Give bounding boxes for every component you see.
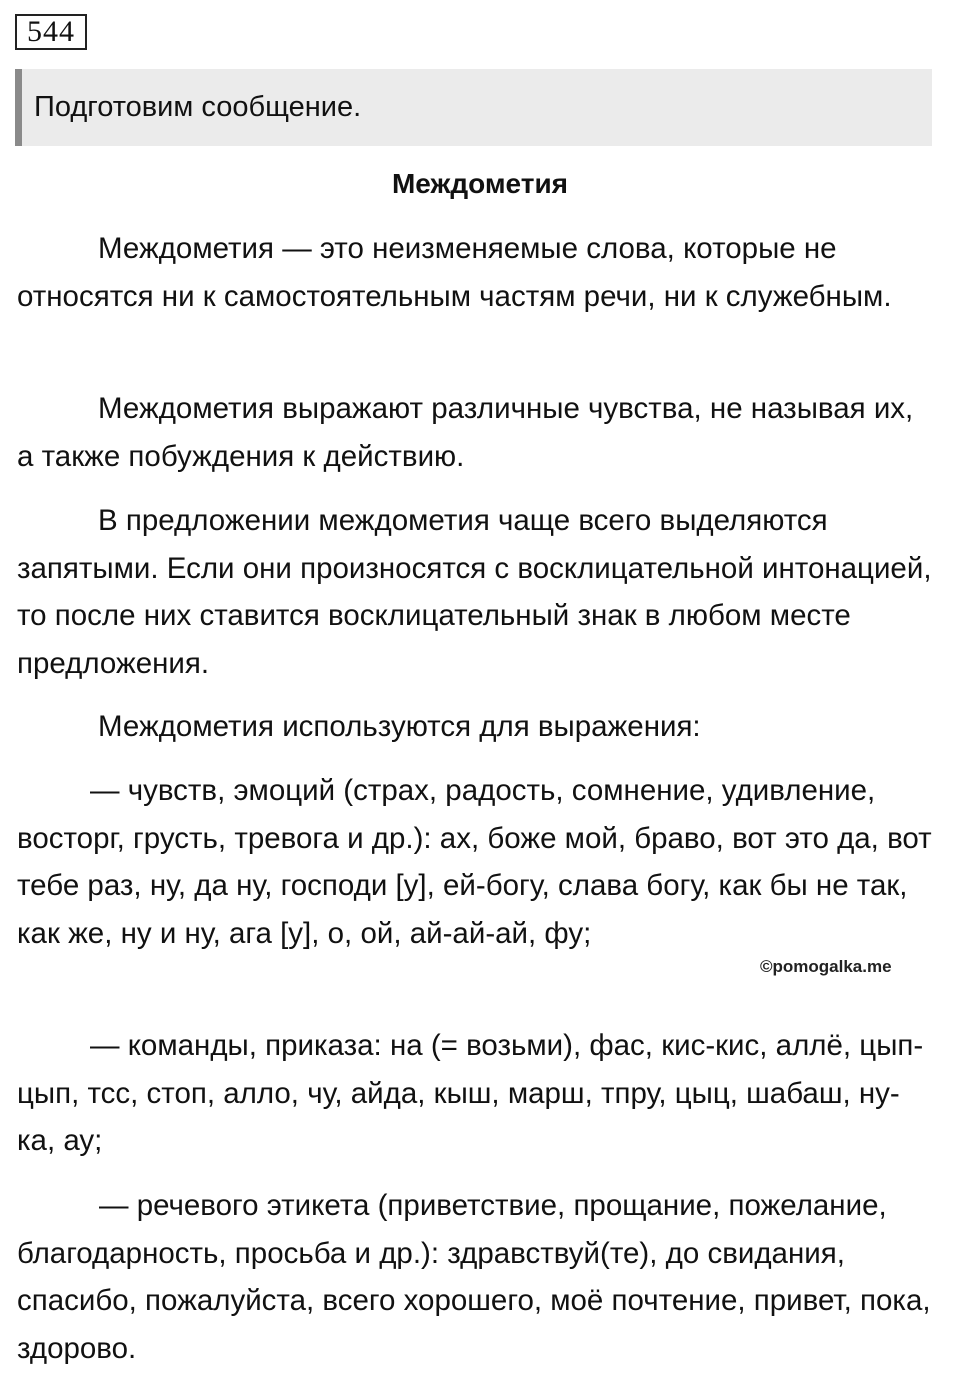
watermark: ©pomogalka.me bbox=[760, 957, 892, 976]
list-item-etiquette: — речевого этикета (приветствие, прощание, пожелание, благодарность, просьба и др.): здравствуй(те), до свидания, спасибо, пожалуйста, всего хорошего, моё почтение, привет, пока, здорово. bbox=[17, 1189, 931, 1365]
list-item-commands: — команды, приказа: на (= возьми), фас, кис-кис, аллё, цып-цып, тсс, стоп, алло, чу, айда, кыш, марш, тпру, цыц, шабаш, ну-ка, ау; bbox=[17, 1029, 924, 1157]
page-title: Междометия bbox=[391, 168, 569, 199]
paragraph-usage-intro: Междометия используются для выражения: bbox=[98, 710, 701, 743]
exercise-number: 544 bbox=[15, 14, 87, 50]
task-banner bbox=[15, 69, 932, 146]
list-item-emotions: — чувств, эмоций (страх, радость, сомнение, удивление, восторг, грусть, тревога и др.): ах, боже мой, браво, вот это да, вот тебе раз, ну, да ну, господи [у], ей-богу, слава богу, как бы не так, как же, ну и ну, ага [у], о, ой, ай-ай-ай, фу; bbox=[17, 774, 932, 950]
paragraph-feelings: Междометия выражают различные чувства, не называя их, а также побуждения к действию. bbox=[17, 392, 914, 473]
task-text: Подготовим сообщение. bbox=[34, 91, 362, 123]
paragraph-punctuation: В предложении междометия чаще всего выделяются запятыми. Если они произносятся с восклицательной интонацией, то после них ставится восклицательный знак в любом месте предложения. bbox=[17, 504, 932, 680]
paragraph-definition: Междометия — это неизменяемые слова, которые не относятся ни к самостоятельным частям речи, ни к служебным. bbox=[17, 232, 892, 313]
